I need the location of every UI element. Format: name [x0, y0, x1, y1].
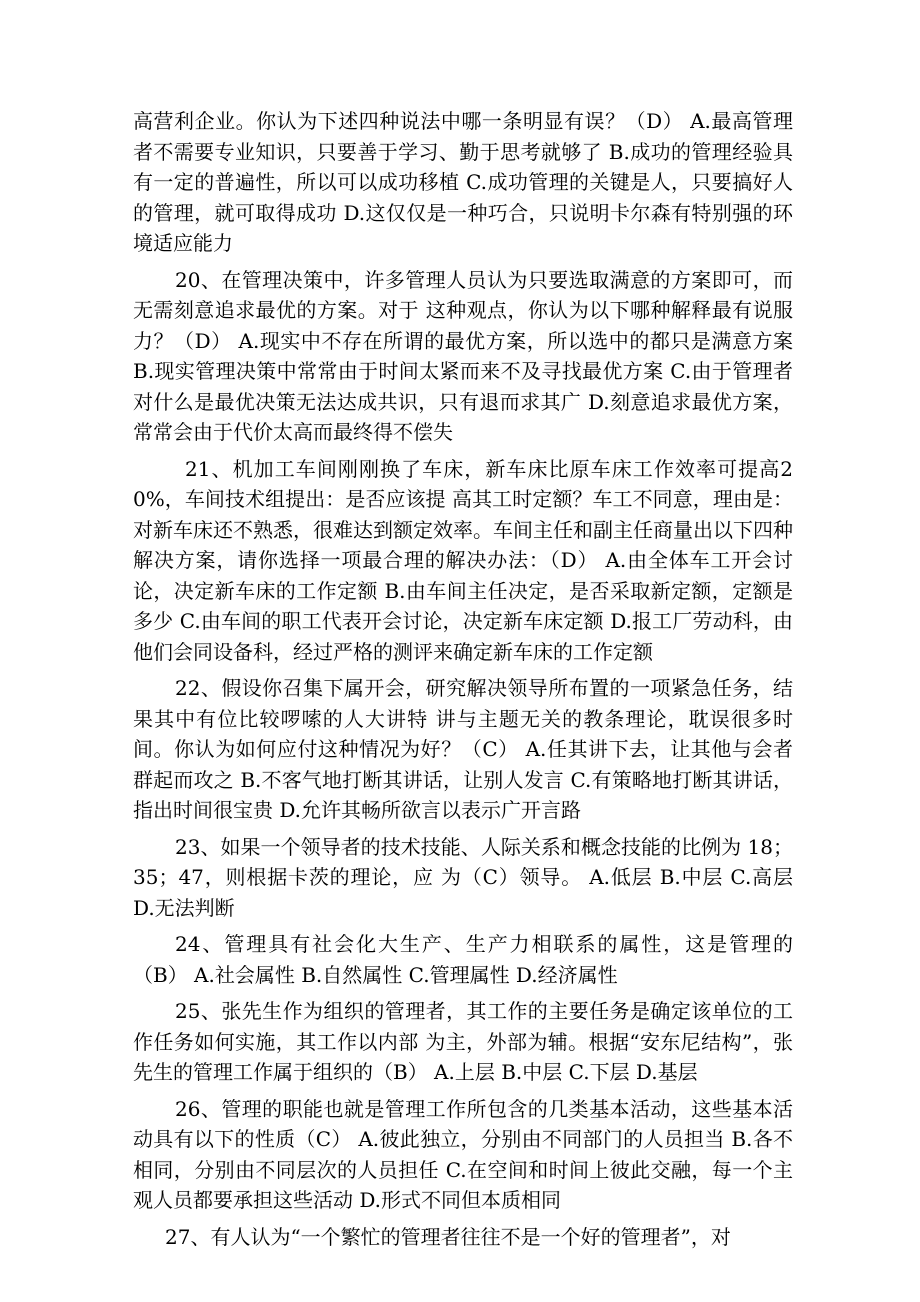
question-27-start: 27、有人认为“一个繁忙的管理者往往不是一个好的管理者”，对 — [165, 1224, 731, 1249]
question-25: 25、张先生作为组织的管理者，其工作的主要任务是确定该单位的工作任务如何实施，其工作以内部 为主，外部为辅。根据“安东尼结构”，张先生的管理工作属于组织的（B） A.上层 B.中层 C.下层 D.基层 — [133, 999, 793, 1084]
document-page — [133, 106, 793, 1252]
question-26: 26、管理的职能也就是管理工作所包含的几类基本活动，这些基本活动具有以下的性质（C） A.彼此独立，分别由不同部门的人员担当 B.各不相同，分别由不同层次的人员担任 C.在空间和时间上彼此交融，每一个主观人员都要承担这些活动 D.形式不同但本质相同 — [133, 1096, 793, 1212]
question-23: 23、如果一个领导者的技术技能、人际关系和概念技能的比例为 18；35；47，则根据卡茨的理论，应 为（C）领导。 A.低层 B.中层 C.高层 D.无法判断 — [133, 834, 793, 920]
question-22: 22、假设你召集下属开会，研究解决领导所布置的一项紧急任务，结果其中有位比较啰嗦的人大讲特 讲与主题无关的教条理论，耽误很多时间。你认为如何应付这种情况为好？（C） A.任其讲下去，让其他与会者群起而攻之 B.不客气地打断其讲话，让别人发言 C.有策略地打断其讲话，指出时间很宝贵 D.允许其畅所欲言以表示广开言路 — [133, 676, 793, 822]
question-21: 21、机加工车间刚刚换了车床，新车床比原车床工作效率可提高20%，车间技术组提出：是否应该提 高其工时定额？车工不同意，理由是：对新车床还不熟悉，很难达到额定效率。车间主任和副主任商量出以下四种解决方案，请你选择一项最合理的解决办法：（D） A.由全体车工开会讨论，决定新车床的工作定额 B.由车间主任决定，是否采取新定额，定额是多少 C.由车间的职工代表开会讨论，决定新车床定额 D.报工厂劳动科，由他们会同设备科，经过严格的测评来确定新车床的工作定额 — [133, 456, 793, 664]
question-24: 24、管理具有社会化大生产、生产力相联系的属性，这是管理的（B） A.社会属性 B.自然属性 C.管理属性 D.经济属性 — [133, 932, 793, 987]
question-19-continuation: 高营利企业。你认为下述四种说法中哪一条明显有误？（D） A.最高管理者不需要专业知识，只要善于学习、勤于思考就够了 B.成功的管理经验具有一定的普遍性，所以可以成功移植 C.成功管理的关键是人，只要搞好人的管理，就可取得成功 D.这仅仅是一种巧合，只说明卡尔森有特别强的环境适应能力 — [133, 109, 793, 255]
question-20: 20、在管理决策中，许多管理人员认为只要选取满意的方案即可，而无需刻意追求最优的方案。对于 这种观点，你认为以下哪种解释最有说服力？（D） A.现实中不存在所谓的最优方案，所以选中的都只是满意方案 B.现实管理决策中常常由于时间太紧而来不及寻找最优方案 C.由于管理者对什么是最优决策无法达成共识，只有退而求其广 D.刻意追求最优方案，常常会由于代价太高而最终得不偿失 — [133, 267, 793, 444]
